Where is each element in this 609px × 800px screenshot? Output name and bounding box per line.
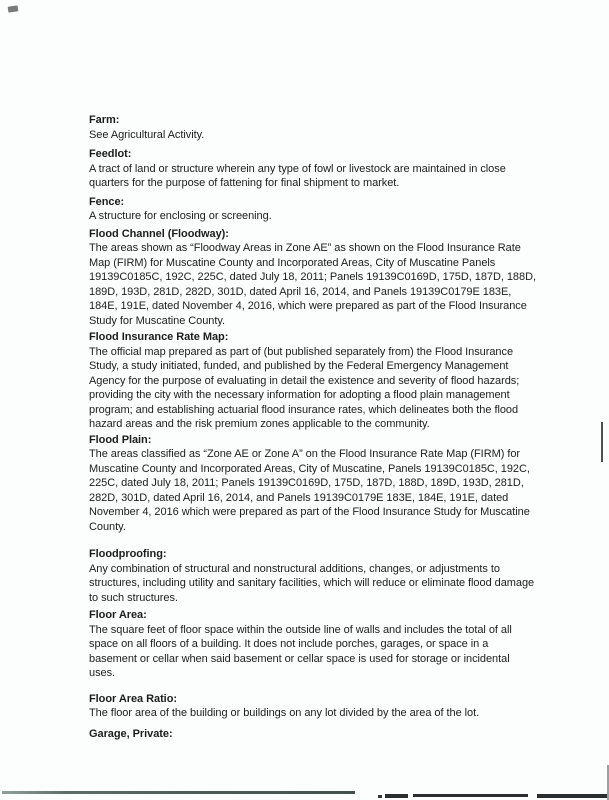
- scan-line-bottom-3: [537, 794, 609, 798]
- definition-term: Garage, Private:: [89, 727, 173, 740]
- definition-text: Any combination of structural and nonstructural additions, changes, or adjustments to structures, including utility and sanitary facilities, which will reduce or eliminate flood damage to such structures.: [89, 562, 535, 604]
- definition-text: See Agricultural Activity.: [89, 128, 205, 141]
- definition-term: Floor Area Ratio:: [89, 692, 177, 705]
- definition-term: Fence:: [89, 195, 125, 208]
- definition-section-fence: [89, 195, 536, 224]
- definition-text: A structure for enclosing or screening.: [89, 210, 272, 222]
- definition-text: The square feet of floor space within the outside line of walls and includes the total of all space on all floors of a building. It does not include porches, garages, or space in a basement or cellar when said basement or cellar space is used for storage or incidental uses.: [89, 623, 512, 679]
- definition-section-flood-plain: [89, 433, 536, 535]
- definition-text: The official map prepared as part of (but published separately from) the Flood Insurance Study, a study initiated, funded, and published by the Federal Emergency Management Agency for the purpose of evaluating in detail the existence and severity of flood hazards; providing the city with the necessary information for adopting a flood plain management program; and establishing actuarial flood insurance rates, which delineates both the flood hazard areas and the risk premium zones applicable to the community.: [89, 345, 520, 430]
- scan-line-bottom-2: [413, 794, 528, 797]
- definition-section-floor-area: [89, 608, 536, 681]
- definition-term: Flood Insurance Rate Map:: [89, 331, 229, 343]
- definition-section-flood-channel: [89, 227, 536, 329]
- definition-term: Flood Plain:: [89, 433, 152, 446]
- definition-text: The areas classified as “Zone AE or Zone A” on the Flood Insurance Rate Map (FIRM) for Muscatine County and Incorporated Areas, City of Muscatine, Panels 19139C0185C, 192C, 225C, dated July 18, 2011; Panels 19139C0169D, 175D, 187D, 188D, 189D, 193D, 281D, 282D, 301D, dated April 16, 2014, and Panels 19139C0179E 183E, 184E, 191E, dated November 4, 2016 which were prepared as part of the Flood Insurance Study for Muscatine County.: [89, 448, 530, 533]
- definition-section-floodproofing: [89, 547, 536, 605]
- definition-text: A tract of land or structure wherein any type of fowl or livestock are maintained in close quarters for the purpose of fattening for final shipment to market.: [89, 162, 506, 189]
- definition-section-floor-area-ratio: [89, 692, 536, 721]
- scan-line-right-middle: [601, 422, 603, 462]
- definition-section-farm: [89, 113, 536, 142]
- scan-line-bottom-1: [385, 794, 408, 798]
- definition-section-flood-insurance-rate-map: [89, 330, 536, 432]
- definition-term: Farm:: [89, 114, 120, 126]
- definition-text: The areas shown as “Floodway Areas in Zone AE” as shown on the Flood Insurance Rate Map (FIRM) for Muscatine County and Incorporated Areas, City of Muscatine Panels 19139C0185C, 192C, 225C, dated July 18, 2011; Panels 19139C0169D, 175D, 187D, 188D, 189D, 193D, 281D, 282D, 301D, dated April 16, 2014, and Panels 19139C0179E 183E, 184E, 191E, dated November 4, 2016, which were prepared as part of the Flood Insurance Study for Muscatine County.: [89, 242, 536, 327]
- definition-text: The floor area of the building or buildings on any lot divided by the area of the lot.: [89, 707, 480, 719]
- definition-section-garage-private: [89, 727, 536, 742]
- scan-mark-top-left: [8, 5, 19, 12]
- definition-term: Floor Area:: [89, 609, 147, 621]
- definition-section-feedlot: [89, 147, 536, 191]
- scan-dot-bottom: [378, 795, 382, 798]
- definition-term: Floodproofing:: [89, 548, 167, 560]
- scan-band-bottom-left: [2, 791, 355, 794]
- definition-term: Feedlot:: [89, 148, 132, 160]
- definitions-list: [89, 113, 536, 741]
- definition-term: Flood Channel (Floodway):: [89, 227, 229, 240]
